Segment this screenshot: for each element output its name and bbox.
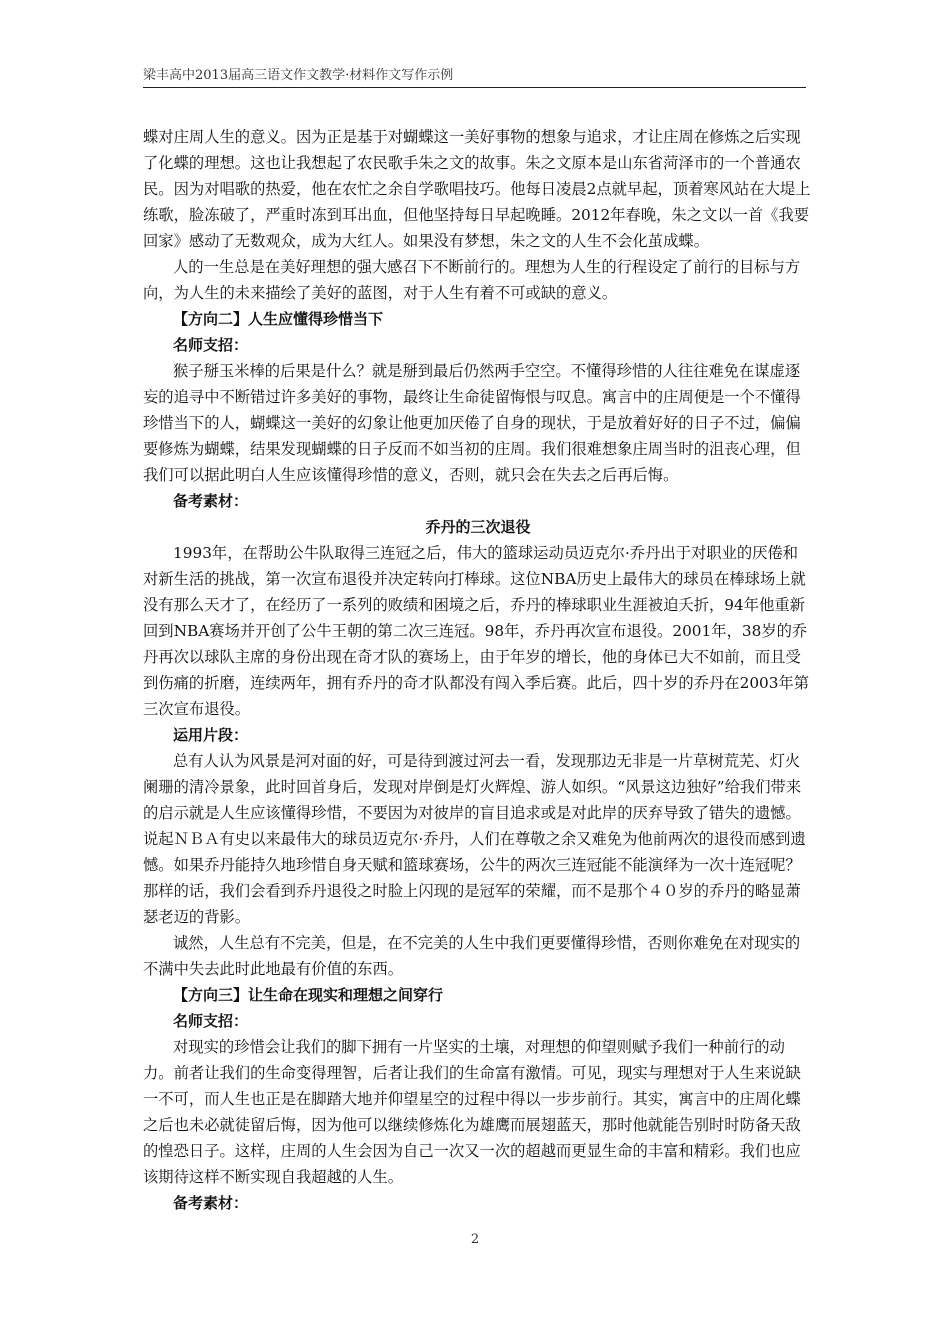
subheading-teacher-tips-1: 名师支招：	[173, 336, 249, 354]
document-body	[143, 124, 813, 1216]
paragraph-cherish-present: 猴子掰玉米棒的后果是什么？就是掰到最后仍然两手空空。不懂得珍惜的人往往难免在谋虚逐妄的追寻中不断错过许多美好的事物，最终让生命徒留悔恨与叹息。寓言中的庄周便是一个不懂得珍惜当下的人，蝴蝶这一美好的幻象让他更加厌倦了自身的现状，于是放着好好的日子不过，偏偏要修炼为蝴蝶，结果发现蝴蝶的日子反而不如当初的庄周。我们很难想象庄周当时的沮丧心理，但我们可以据此明白人生应该懂得珍惜的意义，否则，就只会在失去之后再后悔。	[143, 362, 801, 484]
section-heading-direction-2: 【方向二】人生应懂得珍惜当下	[173, 310, 384, 328]
page-number: 2	[470, 1232, 480, 1247]
paragraph-usage-example: 总有人认为风景是河对面的好，可是待到渡过河去一看，发现那边无非是一片草树荒芜、灯火阑珊的清冷景象，此时回首身后，发现对岸倒是灯火辉煌、游人如织。“风景这边独好”给我们带来的启示就是人生应该懂得珍惜，不要因为对彼岸的盲目追求或是对此岸的厌弃导致了错失的遗憾。说起ＮＢＡ有史以来最伟大的球员迈克尔·乔丹，人们在尊敬之余又难免为他前两次的退役而感到遗憾。如果乔丹能持久地珍惜自身天赋和篮球赛场，公牛的两次三连冠能不能演绎为一次十连冠呢？那样的话，我们会看到乔丹退役之时脸上闪现的是冠军的荣耀，而不是那个４０岁的乔丹的略显萧瑟老迈的背影。	[143, 752, 806, 926]
subheading-material-2: 备考素材：	[173, 1194, 249, 1212]
paragraph-imperfect-life: 诚然，人生总有不完美，但是，在不完美的人生中我们更要懂得珍惜，否则你难免在对现实的不满中失去此时此地最有价值的东西。	[143, 934, 801, 978]
section-heading-direction-3: 【方向三】让生命在现实和理想之间穿行	[173, 986, 444, 1004]
material-title-jordan: 乔丹的三次退役	[425, 518, 531, 536]
paragraph-ideal-summary: 人的一生总是在美好理想的强大感召下不断前行的。理想为人生的行程设定了前行的目标与方向，为人生的未来描绘了美好的蓝图，对于人生有着不可或缺的意义。	[143, 258, 801, 302]
paragraph-butterfly-meaning: 蝶对庄周人生的意义。因为正是基于对蝴蝶这一美好事物的想象与追求，才让庄周在修炼之后实现了化蝶的理想。这也让我想起了农民歌手朱之文的故事。朱之文原本是山东省菏泽市的一个普通农民。因为对唱歌的热爱，他在农忙之余自学歌唱技巧。他每日凌晨2点就早起，顶着寒风站在大堤上练歌，脸冻破了，严重时冻到耳出血，但他坚持每日早起晚睡。2012年春晚，朱之文以一首《我要回家》感动了无数观众，成为大红人。如果没有梦想，朱之文的人生不会化茧成蝶。	[143, 128, 811, 250]
subheading-usage: 运用片段：	[173, 726, 249, 744]
subheading-teacher-tips-2: 名师支招：	[173, 1012, 249, 1030]
page-header: 梁丰高中2013届高三语文作文教学·材料作文写作示例	[143, 66, 806, 88]
subheading-material-1: 备考素材：	[173, 492, 249, 510]
paragraph-reality-ideal: 对现实的珍惜会让我们的脚下拥有一片坚实的土壤，对理想的仰望则赋予我们一种前行的动力。前者让我们的生命变得理智，后者让我们的生命富有激情。可见，现实与理想对于人生来说缺一不可，而人生也正是在脚踏大地并仰望星空的过程中得以一步步前行。其实，寓言中的庄周化蝶之后也未必就徒留后悔，因为他可以继续修炼化为雄鹰而展翅蓝天，那时他就能告别时时防备天敌的惶恐日子。这样，庄周的人生会因为自己一次又一次的超越而更显生命的丰富和精彩。我们也应该期待这样不断实现自我超越的人生。	[143, 1038, 801, 1186]
paragraph-jordan-story: 1993年，在帮助公牛队取得三连冠之后，伟大的篮球运动员迈克尔·乔丹出于对职业的厌倦和对新生活的挑战，第一次宣布退役并决定转向打棒球。这位NBA历史上最伟大的球员在棒球场上就没有那么天才了，在经历了一系列的败绩和困境之后，乔丹的棒球职业生涯被迫夭折，94年他重新回到NBA赛场并开创了公牛王朝的第二次三连冠。98年，乔丹再次宣布退役。2001年，38岁的乔丹再次以球队主席的身份出现在奇才队的赛场上，由于年岁的增长，他的身体已大不如前，而且受到伤痛的折磨，连续两年，拥有乔丹的奇才队都没有闯入季后赛。此后，四十岁的乔丹在2003年第三次宣布退役。	[143, 544, 810, 718]
